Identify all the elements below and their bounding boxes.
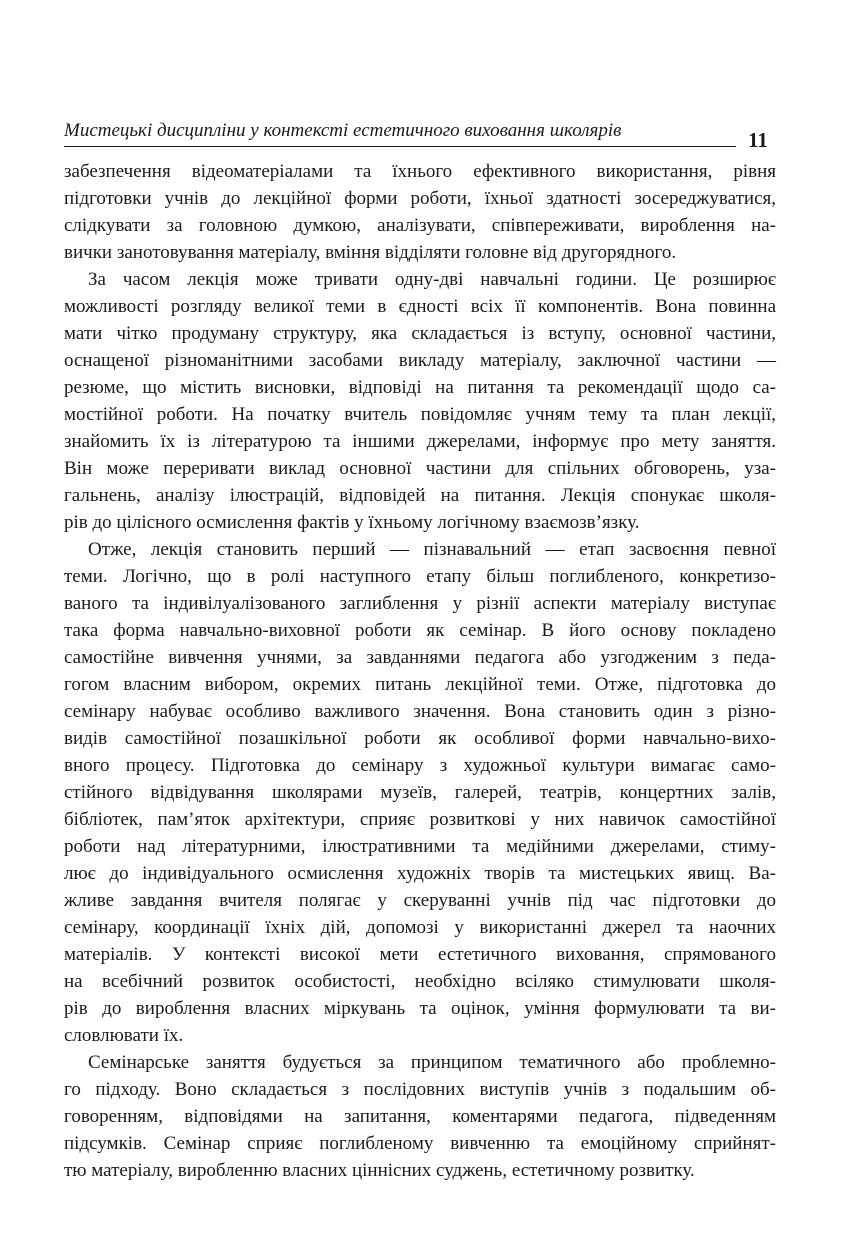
text-line: мати чітко продуману структуру, яка складається із вступу, основної частини, <box>64 323 776 344</box>
text-line: гальнень, аналізу ілюстрацій, відповідей на питання. Лекція спонукає школя- <box>64 485 776 506</box>
text-line: така форма навчально-виховної роботи як семінар. В його основу покладено <box>64 620 776 641</box>
text-line: оснащеної різноманітними засобами викладу матеріалу, заключної частини — <box>64 350 776 371</box>
text-line: видів самостійної позашкільної роботи як особливої форми навчально-вихо- <box>64 728 776 749</box>
text-line: можливості розгляду великої теми в єдності всіх її компонентів. Вона повинна <box>64 296 776 317</box>
body-text <box>64 158 776 1184</box>
text-line: го підходу. Воно складається з послідовних виступів учнів з подальшим об- <box>64 1079 776 1100</box>
text-line: слідкувати за головною думкою, аналізувати, співпереживати, вироблення на- <box>64 215 776 236</box>
text-line: теми. Логічно, що в ролі наступного етапу більш поглибленого, конкретизо- <box>64 566 776 587</box>
text-line: словлювати їх. <box>64 1025 184 1046</box>
text-line: знайомить їх із літературою та іншими джерелами, інформує про мету заняття. <box>64 431 776 452</box>
text-line: ваного та індивілуалізованого заглиблення у різнії аспекти матеріалу виступає <box>64 593 776 614</box>
text-line: забезпечення відеоматеріалами та їхнього ефективного використання, рівня <box>64 161 776 182</box>
text-line: жливе завдання вчителя полягає у скеруванні учнів під час підготовки до <box>64 890 776 911</box>
text-line: підготовки учнів до лекційної форми роботи, їхньої здатності зосереджуватися, <box>64 188 776 209</box>
running-head <box>64 118 736 147</box>
text-line: гогом власним вибором, окремих питань лекційної теми. Отже, підготовка до <box>64 674 776 695</box>
text-line: бібліотек, пам’яток архітектури, сприяє розвиткові у них навичок самостійної <box>64 809 776 830</box>
text-line: мостійної роботи. На початку вчитель повідомляє учням тему та план лекції, <box>64 404 776 425</box>
text-line: Семінарське заняття будується за принципом тематичного або проблемно- <box>88 1052 776 1073</box>
running-title: Мистецькі дисципліни у контексті естетичного виховання школярів <box>64 120 622 141</box>
text-line: За часом лекція може тривати одну-дві навчальні години. Це розширює <box>88 269 776 290</box>
text-line: говоренням, відповідями на запитання, коментарями педагога, підведенням <box>64 1106 776 1127</box>
text-line: рів до цілісного осмислення фактів у їхньому логічному взаємозв’язку. <box>64 512 640 533</box>
text-line: вички занотовування матеріалу, вміння відділяти головне від другорядного. <box>64 242 677 263</box>
text-line: самостійне вивчення учнями, за завданнями педагога або узгодженим з педа- <box>64 647 776 668</box>
text-line: стійного відвідування школярами музеїв, галерей, театрів, концертних залів, <box>64 782 776 803</box>
text-line: резюме, що містить висновки, відповіді на питання та рекомендації щодо са- <box>64 377 776 398</box>
text-line: Він може переривати виклад основної частини для спільних обговорень, уза- <box>64 458 776 479</box>
text-line: роботи над літературними, ілюстративними та медійними джерелами, стиму- <box>64 836 776 857</box>
text-line: матеріалів. У контексті високої мети естетичного виховання, спрямованого <box>64 944 776 965</box>
text-line: на всебічний розвиток особистості, необхідно всіляко стимулювати школя- <box>64 971 776 992</box>
text-line: лює до індивідуального осмислення художніх творів та мистецьких явищ. Ва- <box>64 863 776 884</box>
page-number: 11 <box>748 128 768 152</box>
text-line: вного процесу. Підготовка до семінару з художньої культури вимагає само- <box>64 755 776 776</box>
text-line: підсумків. Семінар сприяє поглибленому вивченню та емоційному сприйнят- <box>64 1133 776 1154</box>
text-line: Отже, лекція становить перший — пізнавальний — етап засвоєння певної <box>88 539 776 560</box>
text-line: семінару, координації їхніх дій, допомозі у використанні джерел та наочних <box>64 917 776 938</box>
text-line: тю матеріалу, виробленню власних ціннісних суджень, естетичному розвитку. <box>64 1160 695 1181</box>
text-line: рів до вироблення власних міркувань та оцінок, уміння формулювати та ви- <box>64 998 776 1019</box>
text-line: семінару набуває особливо важливого значення. Вона становить один з різно- <box>64 701 776 722</box>
